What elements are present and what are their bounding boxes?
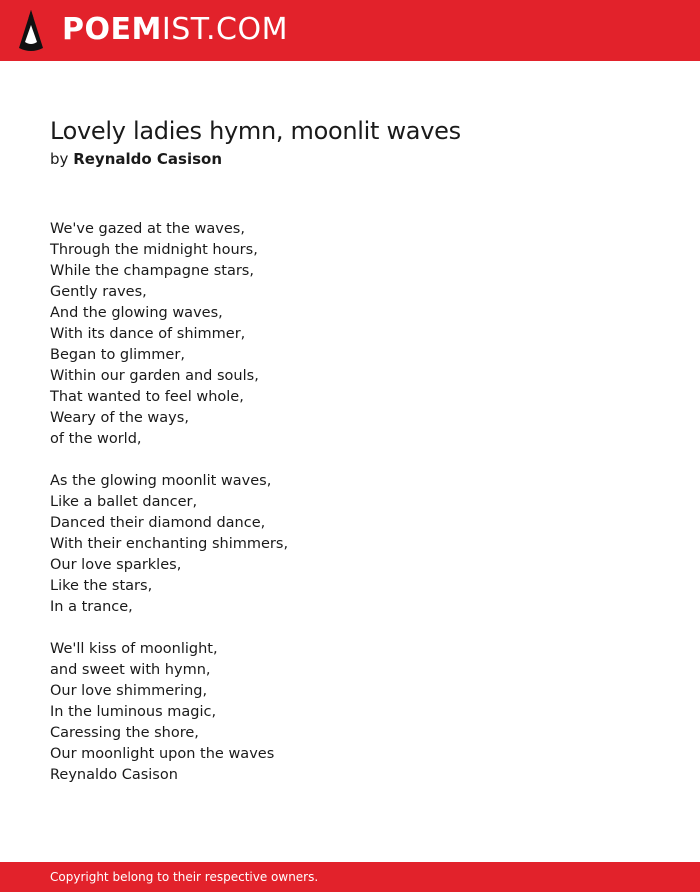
poem-line: That wanted to feel whole, [50, 389, 244, 405]
poem-line: Like a ballet dancer, [50, 494, 198, 510]
poem-line: And the glowing waves, [50, 305, 223, 321]
poem-line: In a trance, [50, 599, 133, 615]
poem-stanza [50, 471, 650, 618]
poem-title: Lovely ladies hymn, moonlit waves [50, 117, 461, 145]
poem-line: We've gazed at the waves, [50, 221, 245, 237]
poem-body [50, 219, 650, 807]
site-header [0, 0, 700, 61]
site-footer [0, 862, 700, 892]
poem-line: Our love sparkles, [50, 557, 182, 573]
poem-line: We'll kiss of moonlight, [50, 641, 218, 657]
poem-stanza [50, 639, 650, 786]
poem-line: Our moonlight upon the waves [50, 746, 275, 762]
byline [50, 149, 222, 169]
poem-line: Through the midnight hours, [50, 242, 258, 258]
site-logo-text [62, 12, 288, 47]
poem-line: Gently raves, [50, 284, 147, 300]
poem-line: With their enchanting shimmers, [50, 536, 289, 552]
pencil-tip-icon [17, 8, 45, 52]
logo-text-bold: POEM [62, 12, 162, 47]
poem-line: Within our garden and souls, [50, 368, 259, 384]
poem-line: Began to glimmer, [50, 347, 185, 363]
site-logo-link[interactable] [17, 8, 288, 52]
poem-line: Danced their diamond dance, [50, 515, 266, 531]
poem-line: Like the stars, [50, 578, 153, 594]
poem-line: Our love shimmering, [50, 683, 208, 699]
poem-line: Weary of the ways, [50, 410, 189, 426]
poem-line: As the glowing moonlit waves, [50, 473, 272, 489]
logo-text-light: IST.COM [161, 12, 288, 47]
poem-line: In the luminous magic, [50, 704, 217, 720]
poem-line: of the world, [50, 431, 142, 447]
poem-line: Reynaldo Casison [50, 767, 178, 783]
by-label: by [50, 150, 69, 168]
poem-line: While the champagne stars, [50, 263, 254, 279]
poem-stanza [50, 219, 650, 450]
author-name: Reynaldo Casison [73, 150, 223, 168]
copyright-notice: Copyright belong to their respective owners. [50, 870, 319, 884]
poem-line: Caressing the shore, [50, 725, 199, 741]
poem-line: With its dance of shimmer, [50, 326, 246, 342]
poem-line: and sweet with hymn, [50, 662, 211, 678]
